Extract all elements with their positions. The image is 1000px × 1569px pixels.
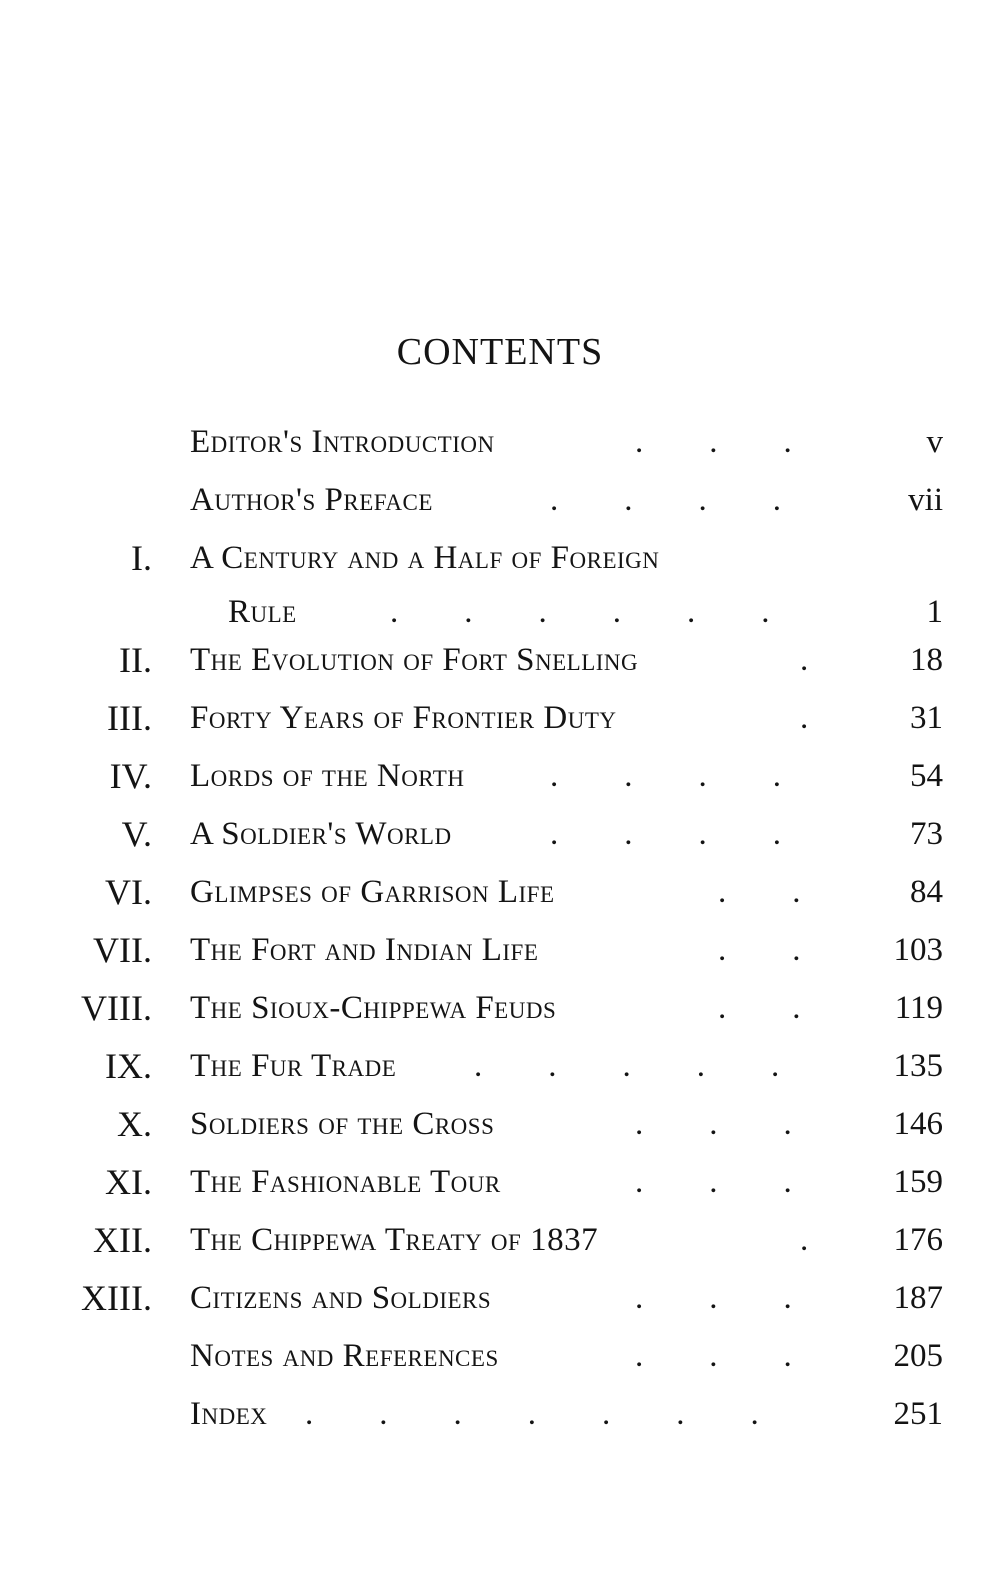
chapter-title: Forty Years of Frontier Duty (190, 700, 617, 736)
leader-dots: . . . (635, 1338, 792, 1374)
toc-entry (0, 754, 1000, 814)
chapter-title: A Soldier's World (190, 816, 452, 852)
page-number: 251 (893, 1396, 943, 1432)
page-number: 176 (893, 1222, 943, 1258)
page-number: 159 (893, 1164, 943, 1200)
leader-dots: . . . . (550, 816, 781, 852)
toc-entry (0, 1044, 1000, 1104)
chapter-title: Index (190, 1396, 268, 1432)
page-number: 84 (910, 874, 943, 910)
page-title: CONTENTS (396, 331, 604, 373)
chapter-number: III. (107, 698, 152, 738)
toc-entry (0, 536, 1000, 630)
toc-entry (0, 986, 1000, 1046)
chapter-number: IX. (105, 1046, 152, 1086)
chapter-number: IV. (109, 756, 152, 796)
chapter-title: Citizens and Soldiers (190, 1280, 492, 1316)
chapter-title: The Fort and Indian Life (190, 932, 539, 968)
toc-entry (0, 638, 1000, 698)
page-number: 103 (893, 932, 943, 968)
page-number: 54 (910, 758, 943, 794)
leader-dots: . . . (635, 1280, 792, 1316)
leader-dots: . . (718, 990, 801, 1026)
chapter-number: II. (119, 640, 152, 680)
page-number: 1 (926, 594, 943, 630)
chapter-number: I. (131, 538, 152, 578)
chapter-title: The Fashionable Tour (190, 1164, 501, 1200)
leader-dots: . . . . . (474, 1048, 780, 1084)
chapter-number: XI. (105, 1162, 152, 1202)
chapter-number: V. (121, 814, 152, 854)
leader-dots: . . . (635, 424, 792, 460)
page-number: v (926, 424, 943, 460)
chapter-title: Editor's Introduction (190, 424, 495, 460)
toc-entry (0, 1218, 1000, 1278)
chapter-number: XII. (93, 1220, 152, 1260)
chapter-number: VII. (93, 930, 152, 970)
toc-entry (0, 812, 1000, 872)
chapter-title: The Evolution of Fort Snelling (190, 642, 639, 678)
leader-dots: . (800, 1222, 809, 1258)
page-number: 119 (894, 990, 943, 1026)
page-number: 18 (910, 642, 943, 678)
leader-dots: . . (718, 932, 801, 968)
leader-dots: . . . . . . . (305, 1396, 759, 1432)
toc-entry (0, 1392, 1000, 1452)
toc-entry (0, 478, 1000, 538)
toc-entry (0, 1102, 1000, 1162)
page-number: 31 (910, 700, 943, 736)
page-number: vii (908, 482, 943, 518)
toc-entry (0, 1276, 1000, 1336)
chapter-number: XIII. (81, 1278, 152, 1318)
leader-dots: . . . . . . (390, 594, 770, 630)
chapter-title: The Sioux-Chippewa Feuds (190, 990, 557, 1026)
page-number: 146 (893, 1106, 943, 1142)
leader-dots: . . (718, 874, 801, 910)
chapter-number: VI. (105, 872, 152, 912)
toc-entry (0, 696, 1000, 756)
chapter-title-continuation: Rule (228, 594, 297, 630)
chapter-number: VIII. (81, 988, 152, 1028)
toc-entry (0, 928, 1000, 988)
leader-dots: . (800, 700, 809, 736)
chapter-title: Author's Preface (190, 482, 433, 518)
page-number: 135 (893, 1048, 943, 1084)
page-number: 73 (910, 816, 943, 852)
leader-dots: . (800, 642, 809, 678)
chapter-title: Lords of the North (190, 758, 465, 794)
chapter-title: Glimpses of Garrison Life (190, 874, 555, 910)
toc-entry (0, 420, 1000, 480)
leader-dots: . . . (635, 1106, 792, 1142)
leader-dots: . . . . (550, 482, 781, 518)
toc-entry (0, 1160, 1000, 1220)
page-number: 187 (893, 1280, 943, 1316)
chapter-title: The Chippewa Treaty of 1837 (190, 1222, 599, 1258)
leader-dots: . . . (635, 1164, 792, 1200)
chapter-title: A Century and a Half of Foreign (190, 540, 660, 576)
chapter-number: X. (117, 1104, 152, 1144)
chapter-title: The Fur Trade (190, 1048, 397, 1084)
leader-dots: . . . . (550, 758, 781, 794)
toc-entry (0, 870, 1000, 930)
toc-entry (0, 1334, 1000, 1394)
page-number: 205 (893, 1338, 943, 1374)
chapter-title: Notes and References (190, 1338, 499, 1374)
chapter-title: Soldiers of the Cross (190, 1106, 495, 1142)
